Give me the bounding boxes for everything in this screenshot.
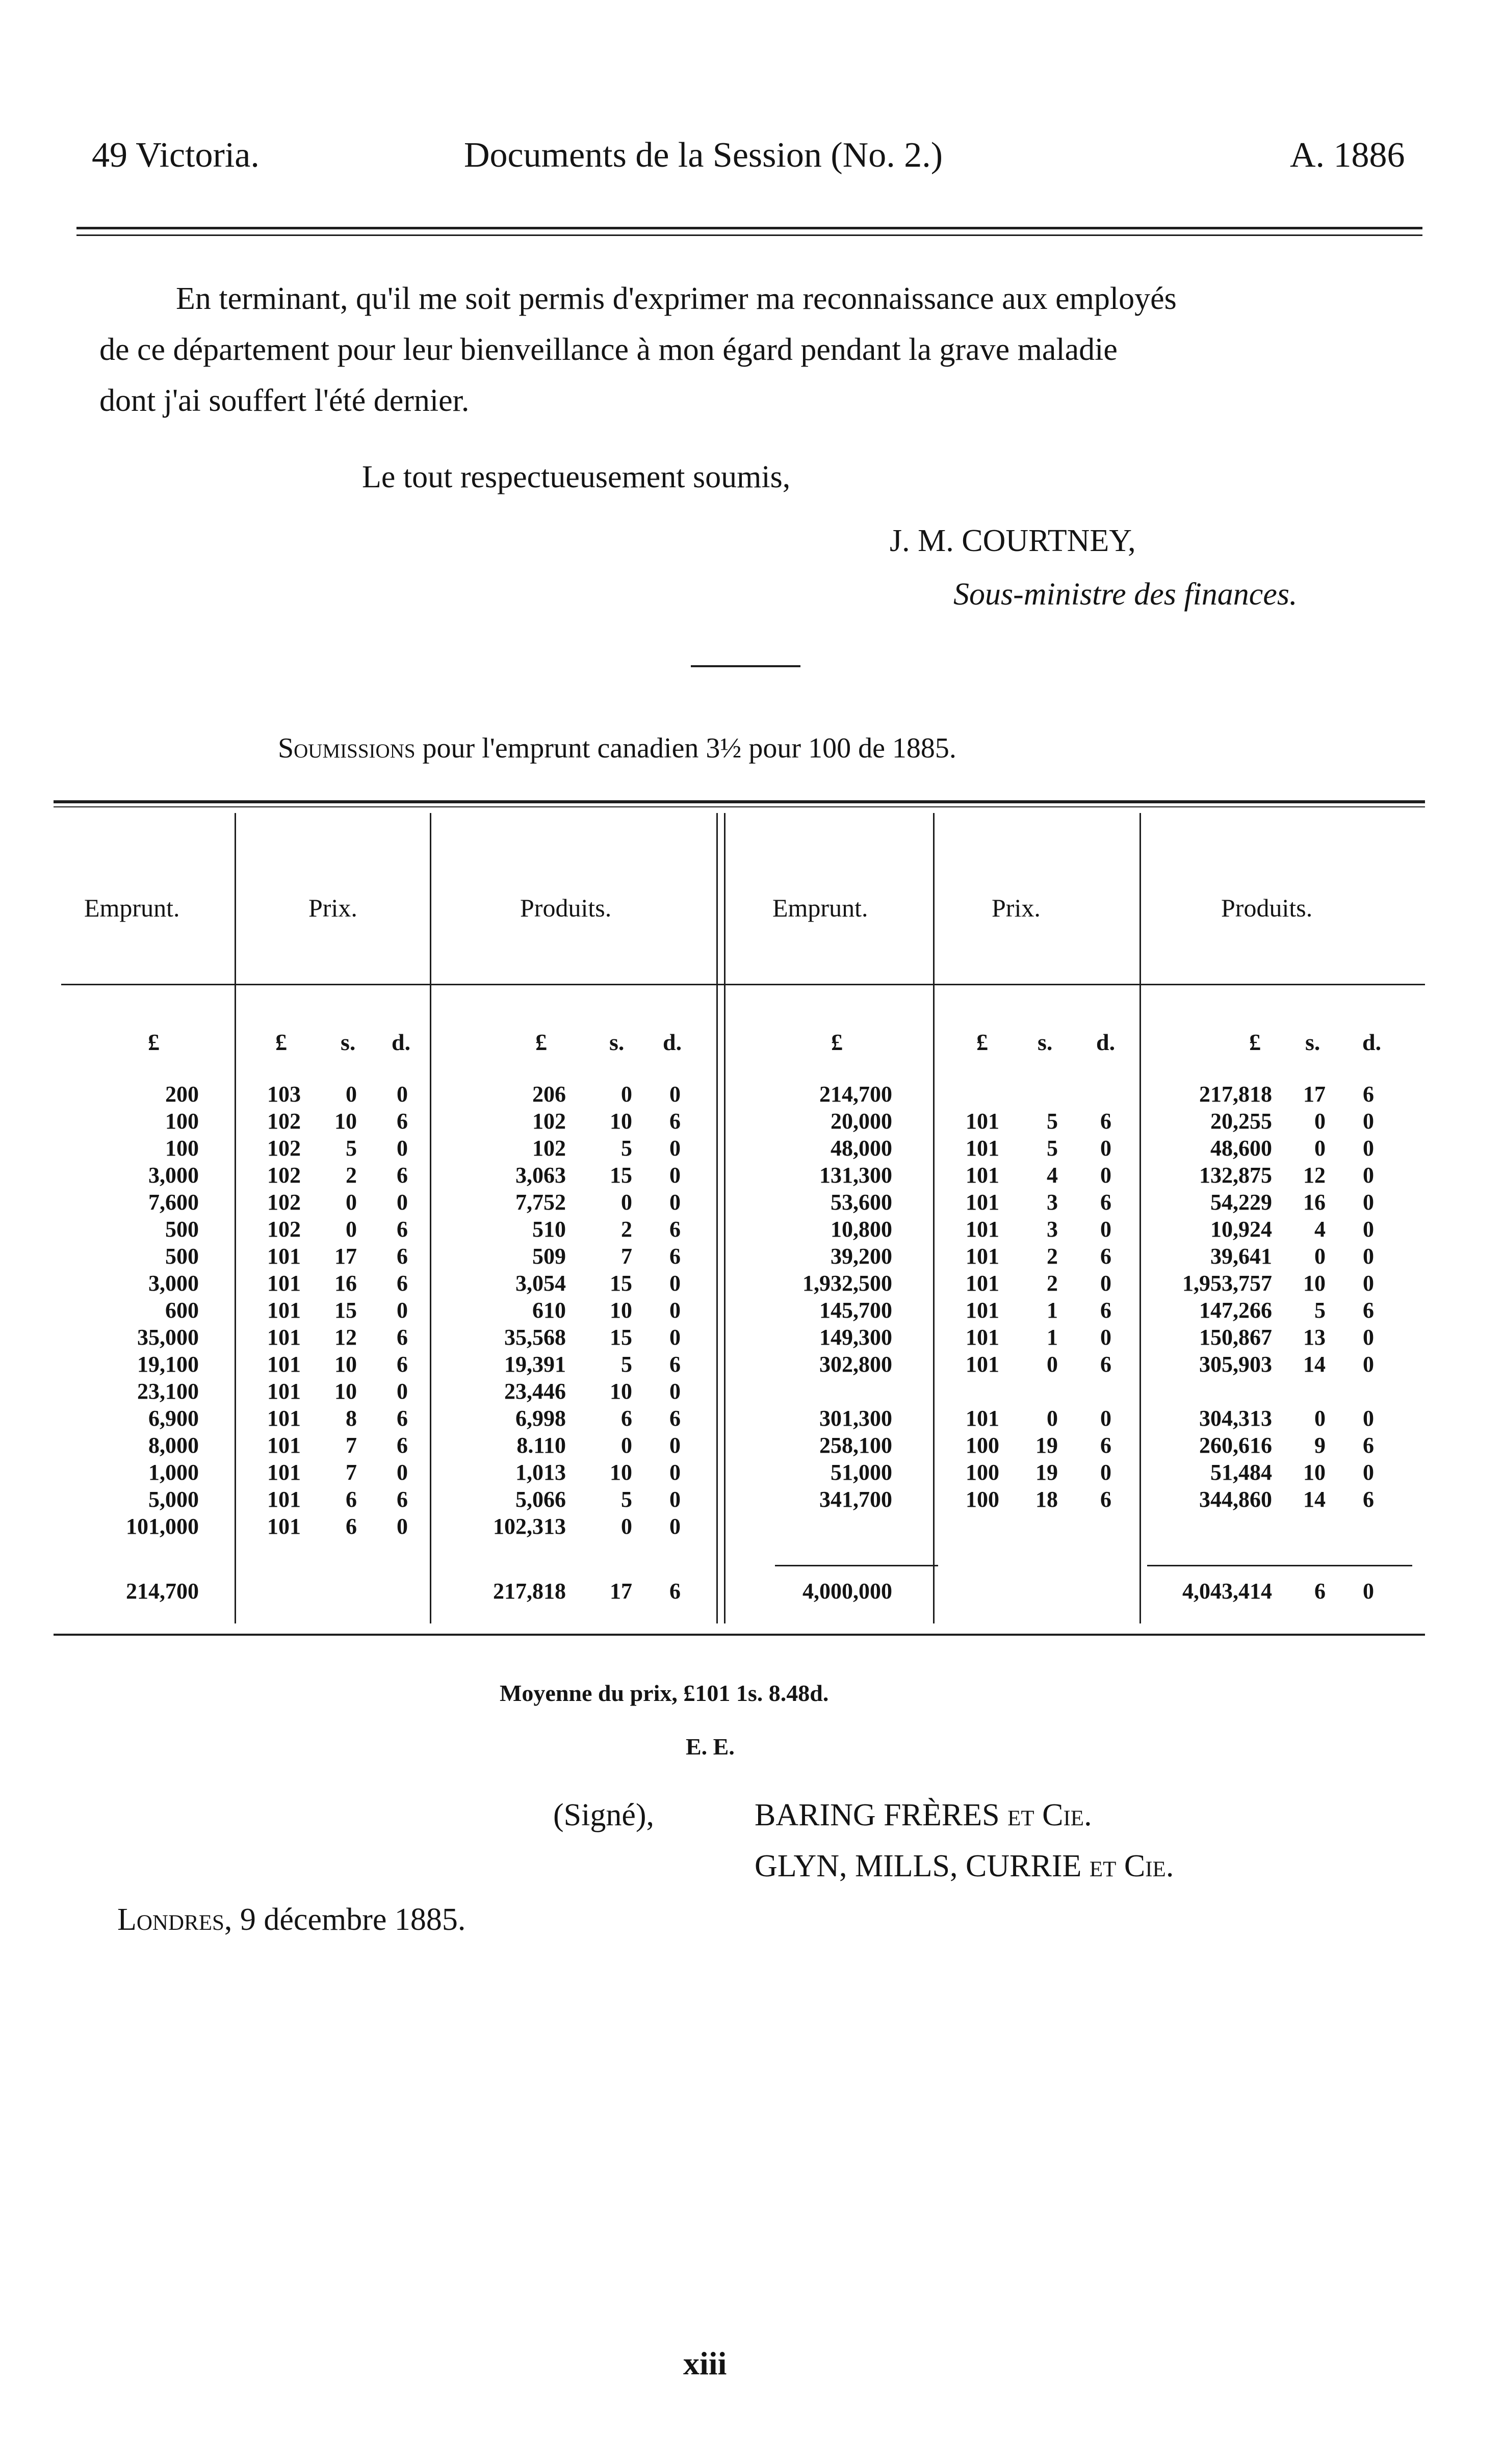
right-prix-0-cell: 100 bbox=[966, 1487, 999, 1512]
left-produits-0-cell: 102,313 bbox=[493, 1514, 566, 1539]
unit-shilling: s. bbox=[341, 1029, 356, 1055]
left-produits-1-cell: 10 bbox=[610, 1379, 632, 1404]
left-prix-2-cell: 6 bbox=[397, 1325, 408, 1350]
right-prix-1-cell: 1 bbox=[1047, 1325, 1058, 1350]
left-produits-2-cell: 0 bbox=[669, 1325, 681, 1350]
right-emprunt-cell: 145,700 bbox=[819, 1298, 892, 1323]
left-produits-0-cell: 23,446 bbox=[504, 1379, 566, 1404]
paragraph-line: dont j'ai souffert l'été dernier. bbox=[99, 383, 470, 418]
unit-pound: £ bbox=[1249, 1029, 1261, 1055]
left-produits-0-cell: 3,054 bbox=[515, 1271, 566, 1296]
right-emprunt-cell: 51,000 bbox=[831, 1460, 892, 1485]
left-produits-1-cell: 15 bbox=[610, 1325, 632, 1350]
total-produits-pounds-right: 4,043,414 bbox=[1182, 1579, 1272, 1604]
paragraph-line: de ce département pour leur bienveillance à mon égard pendant la grave maladie bbox=[99, 332, 1118, 367]
right-produits-2-cell: 0 bbox=[1363, 1460, 1374, 1485]
left-produits-1-cell: 2 bbox=[621, 1217, 632, 1242]
left-prix-0-cell: 101 bbox=[267, 1352, 301, 1377]
left-emprunt-cell: 600 bbox=[165, 1298, 199, 1323]
right-emprunt-cell: 10,800 bbox=[831, 1217, 892, 1242]
right-prix-0-cell: 101 bbox=[966, 1271, 999, 1296]
right-prix-2-cell: 6 bbox=[1100, 1487, 1111, 1512]
signed-label: (Signé), bbox=[553, 1798, 655, 1832]
left-produits-1-cell: 0 bbox=[621, 1190, 632, 1215]
left-produits-2-cell: 0 bbox=[669, 1514, 681, 1539]
right-produits-0-cell: 150,867 bbox=[1199, 1325, 1272, 1350]
left-prix-2-cell: 6 bbox=[397, 1487, 408, 1512]
left-prix-0-cell: 101 bbox=[267, 1514, 301, 1539]
unit-pound: £ bbox=[831, 1029, 843, 1055]
right-produits-0-cell: 10,924 bbox=[1210, 1217, 1272, 1242]
left-prix-0-cell: 101 bbox=[267, 1298, 301, 1323]
left-produits-1-cell: 0 bbox=[621, 1433, 632, 1458]
right-produits-0-cell: 260,616 bbox=[1199, 1433, 1272, 1458]
left-emprunt-cell: 6,900 bbox=[148, 1406, 199, 1431]
right-prix-1-cell: 5 bbox=[1047, 1109, 1058, 1134]
place-name: Londres bbox=[117, 1902, 224, 1937]
right-prix-2-cell: 6 bbox=[1100, 1433, 1111, 1458]
left-produits-1-cell: 15 bbox=[610, 1163, 632, 1188]
right-emprunt-cell: 20,000 bbox=[831, 1109, 892, 1134]
unit-shilling: s. bbox=[1038, 1029, 1053, 1055]
right-produits-1-cell: 0 bbox=[1314, 1244, 1326, 1269]
left-emprunt-cell: 23,100 bbox=[137, 1379, 199, 1404]
left-emprunt-cell: 7,600 bbox=[148, 1190, 199, 1215]
right-produits-1-cell: 0 bbox=[1314, 1136, 1326, 1161]
right-produits-1-cell: 13 bbox=[1303, 1325, 1326, 1350]
unit-pence: d. bbox=[1362, 1029, 1382, 1055]
table-title-smallcaps: Soumissions bbox=[278, 732, 416, 764]
left-produits-0-cell: 3,063 bbox=[515, 1163, 566, 1188]
right-produits-0-cell: 39,641 bbox=[1210, 1244, 1272, 1269]
right-produits-0-cell: 54,229 bbox=[1210, 1190, 1272, 1215]
left-prix-1-cell: 5 bbox=[346, 1136, 357, 1161]
right-produits-1-cell: 14 bbox=[1303, 1352, 1326, 1377]
firm-glyn bbox=[755, 1850, 1174, 1882]
right-produits-0-cell: 20,255 bbox=[1210, 1109, 1272, 1134]
right-prix-0-cell: 101 bbox=[966, 1190, 999, 1215]
left-prix-0-cell: 101 bbox=[267, 1271, 301, 1296]
left-prix-2-cell: 0 bbox=[397, 1379, 408, 1404]
left-produits-2-cell: 0 bbox=[669, 1271, 681, 1296]
right-prix-1-cell: 2 bbox=[1047, 1271, 1058, 1296]
left-produits-0-cell: 102 bbox=[532, 1136, 566, 1161]
col-header-produits-right: Produits. bbox=[1221, 894, 1313, 922]
closing-formula: Le tout respectueusement soumis, bbox=[362, 460, 791, 494]
header-right: A. 1886 bbox=[1290, 136, 1405, 175]
right-prix-1-cell: 0 bbox=[1047, 1352, 1058, 1377]
right-prix-0-cell: 101 bbox=[966, 1244, 999, 1269]
unit-pence: d. bbox=[1096, 1029, 1116, 1055]
total-produits-pence-right: 0 bbox=[1363, 1579, 1374, 1604]
left-prix-0-cell: 101 bbox=[267, 1433, 301, 1458]
left-prix-1-cell: 2 bbox=[346, 1163, 357, 1188]
right-produits-0-cell: 48,600 bbox=[1210, 1136, 1272, 1161]
right-prix-2-cell: 0 bbox=[1100, 1163, 1111, 1188]
unit-pence: d. bbox=[392, 1029, 411, 1055]
right-prix-1-cell: 3 bbox=[1047, 1190, 1058, 1215]
total-emprunt-left: 214,700 bbox=[126, 1579, 199, 1604]
left-prix-1-cell: 17 bbox=[334, 1244, 357, 1269]
right-produits-1-cell: 4 bbox=[1314, 1217, 1326, 1242]
right-emprunt-cell: 341,700 bbox=[819, 1487, 892, 1512]
right-emprunt-cell: 214,700 bbox=[819, 1082, 892, 1107]
left-produits-1-cell: 0 bbox=[621, 1082, 632, 1107]
left-emprunt-cell: 3,000 bbox=[148, 1163, 199, 1188]
left-prix-0-cell: 101 bbox=[267, 1487, 301, 1512]
left-emprunt-cell: 1,000 bbox=[148, 1460, 199, 1485]
left-prix-1-cell: 10 bbox=[334, 1379, 357, 1404]
right-produits-2-cell: 0 bbox=[1363, 1217, 1374, 1242]
left-prix-1-cell: 0 bbox=[346, 1082, 357, 1107]
left-produits-2-cell: 6 bbox=[669, 1406, 681, 1431]
right-prix-0-cell: 101 bbox=[966, 1109, 999, 1134]
left-produits-2-cell: 0 bbox=[669, 1298, 681, 1323]
left-produits-0-cell: 102 bbox=[532, 1109, 566, 1134]
left-prix-0-cell: 101 bbox=[267, 1379, 301, 1404]
total-produits-shillings-right: 6 bbox=[1314, 1579, 1326, 1604]
firm-baring-name: BARING FRÈRES bbox=[755, 1798, 1000, 1832]
signatory-title: Sous-ministre des finances. bbox=[953, 577, 1298, 612]
right-prix-1-cell: 18 bbox=[1035, 1487, 1058, 1512]
right-emprunt-cell: 302,800 bbox=[819, 1352, 892, 1377]
right-prix-0-cell: 101 bbox=[966, 1406, 999, 1431]
left-prix-0-cell: 101 bbox=[267, 1460, 301, 1485]
firm-baring bbox=[755, 1799, 1092, 1831]
left-emprunt-cell: 5,000 bbox=[148, 1487, 199, 1512]
left-prix-2-cell: 6 bbox=[397, 1109, 408, 1134]
left-prix-1-cell: 10 bbox=[334, 1352, 357, 1377]
unit-pence: d. bbox=[663, 1029, 682, 1055]
right-produits-1-cell: 5 bbox=[1314, 1298, 1326, 1323]
right-produits-2-cell: 6 bbox=[1363, 1433, 1374, 1458]
left-produits-2-cell: 0 bbox=[669, 1379, 681, 1404]
right-prix-1-cell: 1 bbox=[1047, 1298, 1058, 1323]
left-produits-2-cell: 0 bbox=[669, 1082, 681, 1107]
unit-shilling: s. bbox=[1305, 1029, 1320, 1055]
left-emprunt-cell: 200 bbox=[165, 1082, 199, 1107]
right-produits-2-cell: 0 bbox=[1363, 1244, 1374, 1269]
left-prix-2-cell: 6 bbox=[397, 1163, 408, 1188]
right-prix-1-cell: 2 bbox=[1047, 1244, 1058, 1269]
right-produits-1-cell: 12 bbox=[1303, 1163, 1326, 1188]
left-prix-2-cell: 6 bbox=[397, 1406, 408, 1431]
left-produits-0-cell: 19,391 bbox=[504, 1352, 566, 1377]
right-produits-1-cell: 17 bbox=[1303, 1082, 1326, 1107]
table-title-rest: pour l'emprunt canadien 3½ pour 100 de 1885. bbox=[415, 732, 956, 764]
right-prix-1-cell: 4 bbox=[1047, 1163, 1058, 1188]
right-produits-2-cell: 6 bbox=[1363, 1082, 1374, 1107]
right-produits-1-cell: 0 bbox=[1314, 1109, 1326, 1134]
right-prix-2-cell: 6 bbox=[1100, 1244, 1111, 1269]
right-prix-2-cell: 6 bbox=[1100, 1109, 1111, 1134]
paragraph-line: En terminant, qu'il me soit permis d'exprimer ma reconnaissance aux employés bbox=[176, 281, 1177, 316]
left-produits-2-cell: 6 bbox=[669, 1352, 681, 1377]
left-emprunt-cell: 3,000 bbox=[148, 1271, 199, 1296]
left-produits-2-cell: 6 bbox=[669, 1244, 681, 1269]
right-produits-0-cell: 132,875 bbox=[1199, 1163, 1272, 1188]
left-produits-0-cell: 510 bbox=[532, 1217, 566, 1242]
left-produits-0-cell: 35,568 bbox=[504, 1325, 566, 1350]
left-prix-1-cell: 12 bbox=[334, 1325, 357, 1350]
right-produits-0-cell: 344,860 bbox=[1199, 1487, 1272, 1512]
right-prix-2-cell: 0 bbox=[1100, 1460, 1111, 1485]
left-prix-0-cell: 102 bbox=[267, 1190, 301, 1215]
right-produits-1-cell: 0 bbox=[1314, 1406, 1326, 1431]
left-prix-0-cell: 101 bbox=[267, 1325, 301, 1350]
left-prix-1-cell: 6 bbox=[346, 1514, 357, 1539]
left-prix-1-cell: 16 bbox=[334, 1271, 357, 1296]
right-produits-0-cell: 217,818 bbox=[1199, 1082, 1272, 1107]
left-produits-1-cell: 5 bbox=[621, 1136, 632, 1161]
left-prix-0-cell: 102 bbox=[267, 1163, 301, 1188]
left-produits-1-cell: 5 bbox=[621, 1352, 632, 1377]
date-text: , 9 décembre 1885. bbox=[224, 1902, 466, 1937]
right-produits-1-cell: 10 bbox=[1303, 1271, 1326, 1296]
right-produits-2-cell: 0 bbox=[1363, 1271, 1374, 1296]
left-produits-0-cell: 206 bbox=[532, 1082, 566, 1107]
left-produits-1-cell: 15 bbox=[610, 1271, 632, 1296]
left-produits-1-cell: 0 bbox=[621, 1514, 632, 1539]
left-prix-1-cell: 0 bbox=[346, 1190, 357, 1215]
left-emprunt-cell: 500 bbox=[165, 1244, 199, 1269]
left-produits-2-cell: 0 bbox=[669, 1460, 681, 1485]
right-produits-2-cell: 6 bbox=[1363, 1487, 1374, 1512]
right-prix-0-cell: 101 bbox=[966, 1136, 999, 1161]
left-prix-0-cell: 102 bbox=[267, 1217, 301, 1242]
header-left: 49 Victoria. bbox=[92, 136, 260, 175]
left-prix-2-cell: 0 bbox=[397, 1190, 408, 1215]
right-emprunt-cell: 48,000 bbox=[831, 1136, 892, 1161]
left-emprunt-cell: 101,000 bbox=[126, 1514, 199, 1539]
right-prix-1-cell: 3 bbox=[1047, 1217, 1058, 1242]
right-prix-0-cell: 101 bbox=[966, 1352, 999, 1377]
left-produits-1-cell: 5 bbox=[621, 1487, 632, 1512]
left-prix-2-cell: 0 bbox=[397, 1514, 408, 1539]
left-produits-2-cell: 0 bbox=[669, 1487, 681, 1512]
right-produits-2-cell: 0 bbox=[1363, 1190, 1374, 1215]
left-emprunt-cell: 19,100 bbox=[137, 1352, 199, 1377]
left-emprunt-cell: 500 bbox=[165, 1217, 199, 1242]
right-prix-0-cell: 100 bbox=[966, 1433, 999, 1458]
left-prix-2-cell: 6 bbox=[397, 1352, 408, 1377]
left-produits-2-cell: 6 bbox=[669, 1109, 681, 1134]
unit-pound: £ bbox=[275, 1029, 287, 1055]
right-produits-2-cell: 0 bbox=[1363, 1109, 1374, 1134]
right-produits-0-cell: 1,953,757 bbox=[1182, 1271, 1272, 1296]
right-prix-2-cell: 0 bbox=[1100, 1325, 1111, 1350]
firm-baring-tail: et Cie. bbox=[999, 1798, 1092, 1832]
right-prix-2-cell: 6 bbox=[1100, 1190, 1111, 1215]
left-prix-2-cell: 6 bbox=[397, 1433, 408, 1458]
right-emprunt-cell: 149,300 bbox=[819, 1325, 892, 1350]
col-header-prix-left: Prix. bbox=[308, 894, 357, 922]
left-produits-1-cell: 7 bbox=[621, 1244, 632, 1269]
unit-shilling: s. bbox=[609, 1029, 625, 1055]
left-produits-1-cell: 10 bbox=[610, 1109, 632, 1134]
col-header-emprunt-left: Emprunt. bbox=[84, 894, 180, 922]
total-emprunt-right: 4,000,000 bbox=[802, 1579, 892, 1604]
left-emprunt-cell: 100 bbox=[165, 1136, 199, 1161]
right-produits-2-cell: 0 bbox=[1363, 1325, 1374, 1350]
left-prix-1-cell: 0 bbox=[346, 1217, 357, 1242]
left-produits-0-cell: 509 bbox=[532, 1244, 566, 1269]
right-produits-2-cell: 0 bbox=[1363, 1136, 1374, 1161]
left-prix-2-cell: 6 bbox=[397, 1217, 408, 1242]
left-prix-1-cell: 15 bbox=[334, 1298, 357, 1323]
right-emprunt-cell: 1,932,500 bbox=[802, 1271, 892, 1296]
left-emprunt-cell: 8,000 bbox=[148, 1433, 199, 1458]
left-produits-1-cell: 6 bbox=[621, 1406, 632, 1431]
right-prix-0-cell: 100 bbox=[966, 1460, 999, 1485]
left-prix-0-cell: 101 bbox=[267, 1406, 301, 1431]
page-number: xiii bbox=[683, 2345, 727, 2381]
right-produits-1-cell: 10 bbox=[1303, 1460, 1326, 1485]
signatory-name: J. M. COURTNEY, bbox=[890, 523, 1136, 558]
left-prix-1-cell: 7 bbox=[346, 1460, 357, 1485]
right-emprunt-cell: 39,200 bbox=[831, 1244, 892, 1269]
right-produits-0-cell: 304,313 bbox=[1199, 1406, 1272, 1431]
left-prix-2-cell: 0 bbox=[397, 1460, 408, 1485]
total-produits-pounds-left: 217,818 bbox=[493, 1579, 566, 1604]
col-header-prix-right: Prix. bbox=[992, 894, 1041, 922]
left-produits-2-cell: 0 bbox=[669, 1136, 681, 1161]
right-produits-0-cell: 51,484 bbox=[1210, 1460, 1272, 1485]
left-emprunt-cell: 35,000 bbox=[137, 1325, 199, 1350]
left-prix-1-cell: 6 bbox=[346, 1487, 357, 1512]
right-prix-2-cell: 0 bbox=[1100, 1406, 1111, 1431]
left-prix-2-cell: 6 bbox=[397, 1271, 408, 1296]
right-prix-2-cell: 0 bbox=[1100, 1136, 1111, 1161]
left-prix-2-cell: 0 bbox=[397, 1082, 408, 1107]
right-prix-1-cell: 0 bbox=[1047, 1406, 1058, 1431]
right-prix-2-cell: 0 bbox=[1100, 1271, 1111, 1296]
right-prix-0-cell: 101 bbox=[966, 1163, 999, 1188]
firm-glyn-tail: et Cie. bbox=[1081, 1849, 1174, 1883]
left-produits-0-cell: 610 bbox=[532, 1298, 566, 1323]
right-prix-1-cell: 19 bbox=[1035, 1433, 1058, 1458]
left-produits-0-cell: 1,013 bbox=[515, 1460, 566, 1485]
left-prix-2-cell: 0 bbox=[397, 1298, 408, 1323]
left-produits-0-cell: 5,066 bbox=[515, 1487, 566, 1512]
col-header-emprunt-right: Emprunt. bbox=[772, 894, 868, 922]
right-produits-0-cell: 305,903 bbox=[1199, 1352, 1272, 1377]
right-produits-2-cell: 0 bbox=[1363, 1406, 1374, 1431]
left-prix-1-cell: 10 bbox=[334, 1109, 357, 1134]
total-produits-shillings-left: 17 bbox=[610, 1579, 632, 1604]
right-produits-1-cell: 14 bbox=[1303, 1487, 1326, 1512]
col-header-produits-left: Produits. bbox=[520, 894, 612, 922]
left-produits-2-cell: 0 bbox=[669, 1190, 681, 1215]
left-prix-1-cell: 7 bbox=[346, 1433, 357, 1458]
left-prix-2-cell: 0 bbox=[397, 1136, 408, 1161]
left-produits-0-cell: 8.110 bbox=[516, 1433, 566, 1458]
right-produits-2-cell: 0 bbox=[1363, 1352, 1374, 1377]
left-produits-2-cell: 6 bbox=[669, 1217, 681, 1242]
average-price: Moyenne du prix, £101 1s. 8.48d. bbox=[500, 1680, 829, 1706]
left-prix-2-cell: 6 bbox=[397, 1244, 408, 1269]
right-prix-0-cell: 101 bbox=[966, 1217, 999, 1242]
errors-excepted: E. E. bbox=[686, 1734, 735, 1760]
left-produits-1-cell: 10 bbox=[610, 1298, 632, 1323]
right-produits-1-cell: 16 bbox=[1303, 1190, 1326, 1215]
left-produits-2-cell: 0 bbox=[669, 1433, 681, 1458]
right-produits-1-cell: 9 bbox=[1314, 1433, 1326, 1458]
unit-pound: £ bbox=[976, 1029, 988, 1055]
right-produits-0-cell: 147,266 bbox=[1199, 1298, 1272, 1323]
unit-pound: £ bbox=[535, 1029, 547, 1055]
right-emprunt-cell: 53,600 bbox=[831, 1190, 892, 1215]
left-prix-0-cell: 102 bbox=[267, 1136, 301, 1161]
unit-pound: £ bbox=[148, 1029, 160, 1055]
left-prix-0-cell: 103 bbox=[267, 1082, 301, 1107]
right-prix-2-cell: 0 bbox=[1100, 1217, 1111, 1242]
right-prix-0-cell: 101 bbox=[966, 1298, 999, 1323]
right-emprunt-cell: 301,300 bbox=[819, 1406, 892, 1431]
left-produits-1-cell: 10 bbox=[610, 1460, 632, 1485]
left-produits-2-cell: 0 bbox=[669, 1163, 681, 1188]
right-emprunt-cell: 131,300 bbox=[819, 1163, 892, 1188]
right-prix-2-cell: 6 bbox=[1100, 1298, 1111, 1323]
right-produits-2-cell: 0 bbox=[1363, 1163, 1374, 1188]
left-produits-0-cell: 6,998 bbox=[515, 1406, 566, 1431]
total-produits-pence-left: 6 bbox=[669, 1579, 681, 1604]
right-prix-1-cell: 19 bbox=[1035, 1460, 1058, 1485]
left-prix-0-cell: 102 bbox=[267, 1109, 301, 1134]
header-center: Documents de la Session (No. 2.) bbox=[464, 136, 943, 175]
place-date bbox=[117, 1904, 465, 1935]
left-produits-0-cell: 7,752 bbox=[515, 1190, 566, 1215]
firm-glyn-name: GLYN, MILLS, CURRIE bbox=[755, 1849, 1082, 1883]
left-emprunt-cell: 100 bbox=[165, 1109, 199, 1134]
right-emprunt-cell: 258,100 bbox=[819, 1433, 892, 1458]
right-prix-1-cell: 5 bbox=[1047, 1136, 1058, 1161]
right-prix-0-cell: 101 bbox=[966, 1325, 999, 1350]
left-prix-0-cell: 101 bbox=[267, 1244, 301, 1269]
right-prix-2-cell: 6 bbox=[1100, 1352, 1111, 1377]
left-prix-1-cell: 8 bbox=[346, 1406, 357, 1431]
right-produits-2-cell: 6 bbox=[1363, 1298, 1374, 1323]
